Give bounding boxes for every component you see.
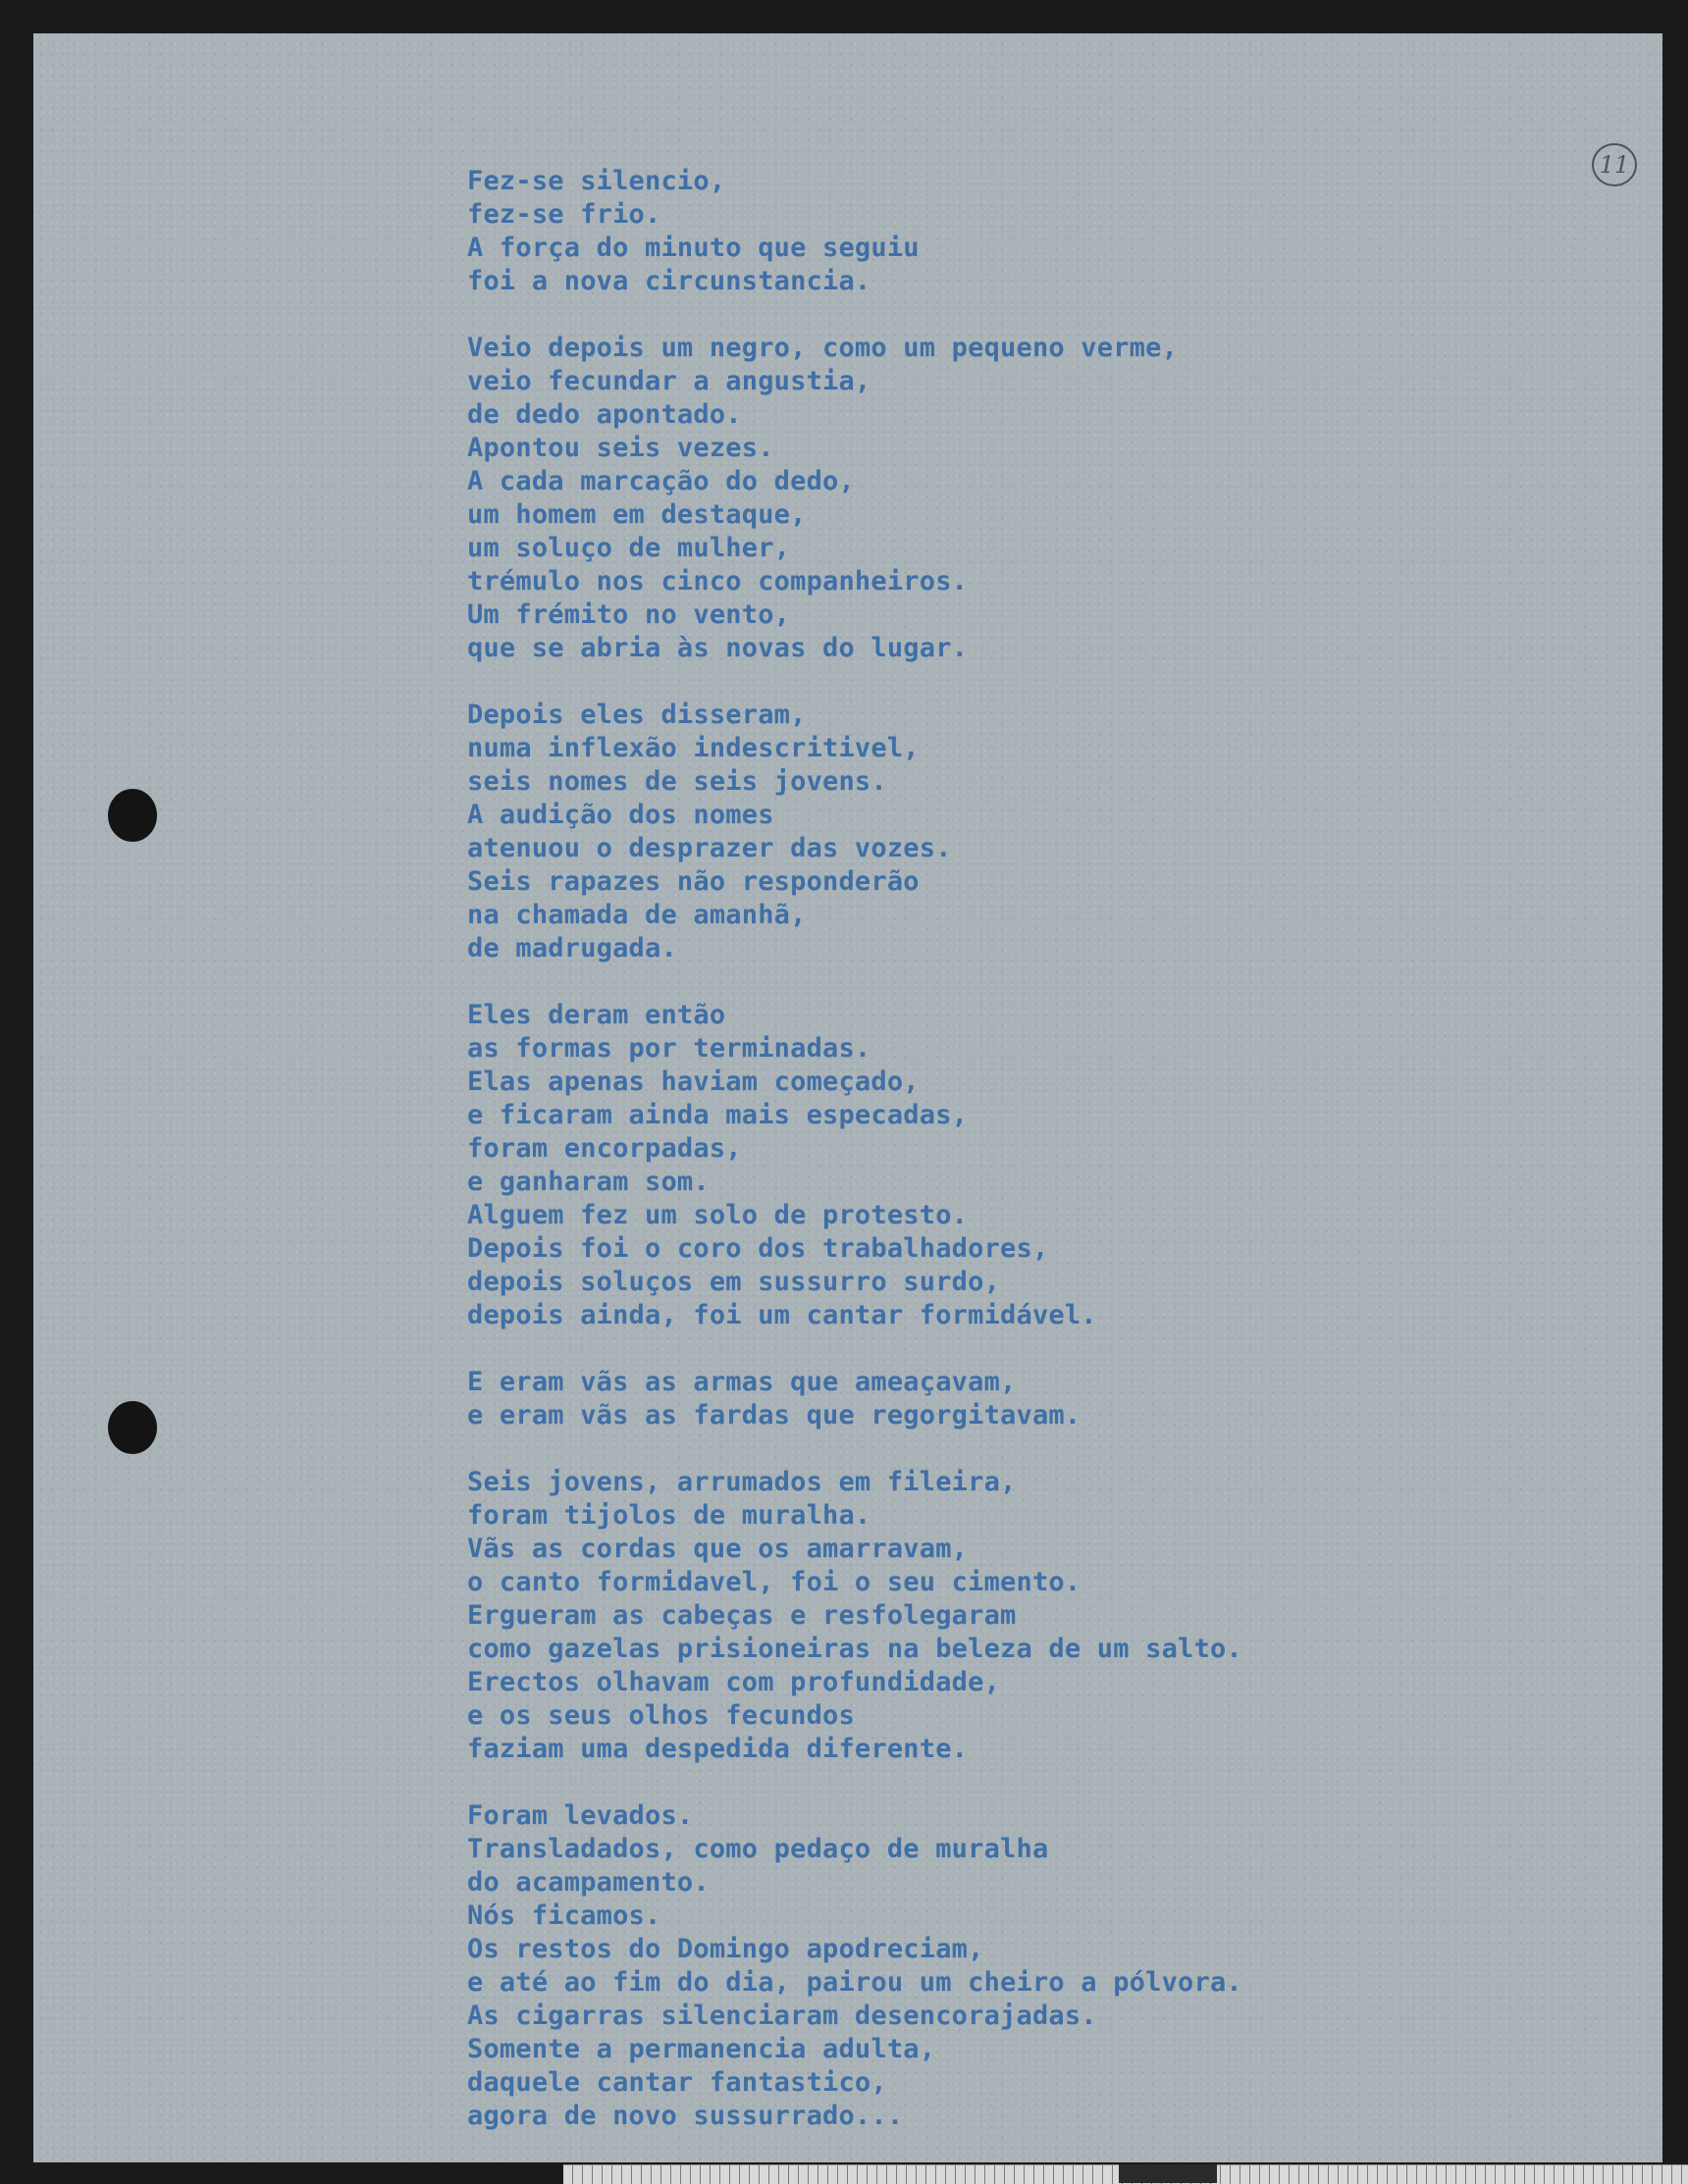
poem-line: que se abria às novas do lugar. bbox=[467, 633, 969, 663]
poem-line: depois soluços em sussurro surdo, bbox=[467, 1267, 1001, 1297]
poem-line: como gazelas prisioneiras na beleza de um salto. bbox=[467, 1634, 1242, 1664]
stanza bbox=[467, 1799, 1331, 2133]
poem-line: depois ainda, foi um cantar formidável. bbox=[467, 1300, 1097, 1330]
poem-line: um homem em destaque, bbox=[467, 499, 807, 530]
punch-hole-bottom bbox=[108, 1401, 157, 1454]
poem-line: As cigarras silenciaram desencorajadas. bbox=[467, 2001, 1097, 2031]
poem-line: Elas apenas haviam começado, bbox=[467, 1066, 920, 1097]
poem-line: Depois eles disseram, bbox=[467, 700, 807, 730]
poem-line: Depois foi o coro dos trabalhadores, bbox=[467, 1233, 1049, 1264]
page-number: 11 bbox=[1592, 143, 1637, 186]
poem-line: veio fecundar a angustia, bbox=[467, 366, 871, 396]
poem-line: Alguem fez um solo de protesto. bbox=[467, 1200, 969, 1230]
poem-line: trémulo nos cinco companheiros. bbox=[467, 566, 969, 597]
poem-line: A audição dos nomes bbox=[467, 800, 774, 830]
poem-line: fez-se frio. bbox=[467, 199, 661, 230]
poem-line: Foram levados. bbox=[467, 1800, 694, 1831]
poem-line: Transladados, como pedaço de muralha bbox=[467, 1834, 1049, 1864]
poem-line: e eram vãs as fardas que regorgitavam. bbox=[467, 1400, 1081, 1430]
poem-line: e ganharam som. bbox=[467, 1167, 710, 1197]
stanza bbox=[467, 165, 1331, 298]
stanza bbox=[467, 999, 1331, 1332]
poem-line: Eles deram então bbox=[467, 1000, 726, 1030]
poem-line: foi a nova circunstancia. bbox=[467, 266, 871, 296]
punch-hole-top bbox=[108, 789, 157, 842]
poem-line: Seis jovens, arrumados em fileira, bbox=[467, 1467, 1017, 1497]
poem-line: E eram vãs as armas que ameaçavam, bbox=[467, 1367, 1017, 1397]
poem-line: de dedo apontado. bbox=[467, 399, 742, 430]
poem-line: Erectos olhavam com profundidade, bbox=[467, 1667, 1001, 1697]
poem-line: Seis rapazes não responderão bbox=[467, 866, 920, 897]
poem-line: do acampamento. bbox=[467, 1867, 710, 1898]
poem-line: Fez-se silencio, bbox=[467, 166, 726, 196]
poem-line: A cada marcação do dedo, bbox=[467, 466, 855, 496]
poem-line: o canto formidavel, foi o seu cimento. bbox=[467, 1567, 1081, 1597]
poem-line: daquele cantar fantastico, bbox=[467, 2067, 887, 2098]
poem-line: e ficaram ainda mais especadas, bbox=[467, 1100, 969, 1130]
poem-line: foram encorpadas, bbox=[467, 1133, 742, 1164]
poem-line: Vãs as cordas que os amarravam, bbox=[467, 1534, 969, 1564]
poem-line: Nós ficamos. bbox=[467, 1900, 661, 1931]
poem-line: Um frémito no vento, bbox=[467, 599, 791, 630]
poem-line: de madrugada. bbox=[467, 933, 677, 963]
poem-line: foram tijolos de muralha. bbox=[467, 1500, 871, 1531]
poem-line: as formas por terminadas. bbox=[467, 1033, 871, 1064]
poem-line: seis nomes de seis jovens. bbox=[467, 766, 887, 797]
stanza bbox=[467, 332, 1331, 665]
poem-line: Veio depois um negro, como um pequeno verme, bbox=[467, 333, 1179, 363]
poem-line: atenuou o desprazer das vozes. bbox=[467, 833, 952, 863]
poem-line: Apontou seis vezes. bbox=[467, 433, 774, 463]
poem-line: Somente a permanencia adulta, bbox=[467, 2034, 936, 2064]
stanza bbox=[467, 1366, 1331, 1432]
poem-line: Os restos do Domingo apodreciam, bbox=[467, 1934, 984, 1964]
poem-line: na chamada de amanhã, bbox=[467, 900, 807, 930]
scale-ruler-dark-segment bbox=[1119, 2164, 1217, 2183]
poem-line: faziam uma despedida diferente. bbox=[467, 1734, 969, 1764]
poem-line: numa inflexão indescritivel, bbox=[467, 733, 920, 763]
poem-line: e os seus olhos fecundos bbox=[467, 1700, 855, 1731]
poem-body bbox=[467, 165, 1331, 2166]
stanza bbox=[467, 699, 1331, 965]
poem-line: um soluço de mulher, bbox=[467, 533, 791, 563]
stanza bbox=[467, 1466, 1331, 1766]
poem-line: A força do minuto que seguiu bbox=[467, 233, 920, 263]
poem-line: agora de novo sussurrado... bbox=[467, 2101, 904, 2131]
poem-line: e até ao fim do dia, pairou um cheiro a pólvora. bbox=[467, 1967, 1242, 1998]
poem-line: Ergueram as cabeças e resfolegaram bbox=[467, 1600, 1017, 1631]
